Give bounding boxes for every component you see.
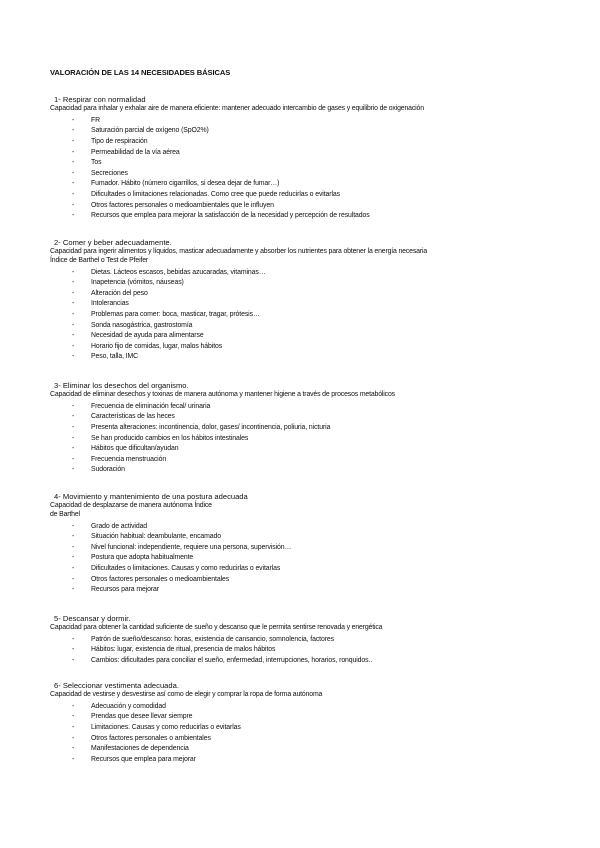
bullet-dash: - xyxy=(72,656,75,664)
bullet-dash: - xyxy=(72,289,75,297)
list-item-text: Alteración del peso xyxy=(91,289,148,297)
list-item xyxy=(50,635,590,646)
list-item-text: Patrón de sueño/descanso: horas, existencia de cansancio, somnolencia, factores xyxy=(91,635,334,643)
list-item xyxy=(50,712,590,723)
list-item-text: Tos xyxy=(91,159,102,167)
list-item-text: Adecuación y comodidad xyxy=(91,702,166,710)
list-item-text: Manifestaciones de dependencia xyxy=(91,745,189,753)
item-list xyxy=(50,268,590,363)
list-item xyxy=(50,278,590,289)
list-item xyxy=(50,702,590,713)
bullet-dash: - xyxy=(72,310,75,318)
list-item xyxy=(50,402,590,413)
list-item-text: Recursos para mejorar xyxy=(91,586,159,594)
list-item-text: Permeabilidad de la vía aérea xyxy=(91,148,180,156)
bullet-dash: - xyxy=(72,353,75,361)
list-item xyxy=(50,465,590,476)
section-description: Capacidad de eliminar desechos y toxinas de manera autónoma y mantener higiene a través de procesos metabólicos xyxy=(50,391,395,398)
bullet-dash: - xyxy=(72,723,75,731)
list-item-text: Problemas para comer: boca, masticar, tragar, prótesis… xyxy=(91,310,260,318)
list-item-text: Situación habitual: deambulante, encamado xyxy=(91,533,221,541)
section-description: Capacidad de vestirse y desvestirse así como de elegir y comprar la ropa de forma autónoma xyxy=(50,691,323,698)
section-description: Índice de Barthel o Test de Pfeifer xyxy=(50,256,149,264)
bullet-dash: - xyxy=(72,702,75,710)
list-item xyxy=(50,755,590,766)
bullet-dash: - xyxy=(72,169,75,177)
list-item-text: Postura que adopta habitualmente xyxy=(91,554,194,562)
item-list xyxy=(50,702,590,766)
list-item-text: Saturación parcial de oxígeno (SpO2%) xyxy=(91,127,209,135)
section-3 xyxy=(50,381,590,476)
list-item-text: Recursos que emplea para mejorar xyxy=(91,755,196,763)
section-description: de Barthel xyxy=(50,510,80,518)
list-item xyxy=(50,575,590,586)
bullet-dash: - xyxy=(72,423,75,431)
list-item-text: Limitaciones. Causas y como reducirlas o evitarlas xyxy=(91,723,241,731)
list-item xyxy=(50,331,590,342)
list-item-text: Dificultades o limitaciones. Causas y como reducirlas o evitarlas xyxy=(91,564,281,572)
bullet-dash: - xyxy=(72,268,75,276)
list-item-text: Otros factores personales o medioambientales que le influyen xyxy=(91,201,274,209)
bullet-dash: - xyxy=(72,734,75,742)
list-item xyxy=(50,352,590,363)
bullet-dash: - xyxy=(72,713,75,721)
list-item-text: Prendas que desee llevar siempre xyxy=(91,713,193,721)
list-item xyxy=(50,148,590,159)
list-item xyxy=(50,190,590,201)
list-item-text: Peso, talla, IMC xyxy=(91,353,139,361)
bullet-dash: - xyxy=(72,137,75,145)
bullet-dash: - xyxy=(72,342,75,350)
list-item-text: Intolerancias xyxy=(91,300,129,308)
bullet-dash: - xyxy=(72,635,75,643)
bullet-dash: - xyxy=(72,148,75,156)
list-item-text: Frecuencia de eliminación fecal/ urinaria xyxy=(91,402,211,410)
list-item xyxy=(50,169,590,180)
list-item-text: Secreciones xyxy=(91,169,128,177)
bullet-dash: - xyxy=(72,445,75,453)
list-item xyxy=(50,116,590,127)
list-item-text: Dietas. Lácteos escasos, bebidas azucaradas, vitaminas… xyxy=(91,268,266,276)
list-item-text: Fumador. Hábito (número cigarrillos, si desea dejar de fumar…) xyxy=(91,180,280,188)
list-item xyxy=(50,522,590,533)
list-item-text: Horario fijo de comidas, lugar, malos hábitos xyxy=(91,342,223,350)
list-item-text: Sonda nasogástrica, gastrostomía xyxy=(91,321,193,329)
list-item-text: Hábitos: lugar, existencia de ritual, presencia de malos hábitos xyxy=(91,646,276,654)
bullet-dash: - xyxy=(72,434,75,442)
section-heading: 4- Movimiento y mantenimiento de una postura adecuada xyxy=(54,492,248,501)
list-item-text: Se han producido cambios en los hábitos intestinales xyxy=(91,434,249,442)
list-item-text: Presenta alteraciones: incontinencia, dolor, gases/ incontinencia, poliuria, nicturia xyxy=(91,423,331,431)
list-item xyxy=(50,310,590,321)
bullet-dash: - xyxy=(72,300,75,308)
list-item xyxy=(50,564,590,575)
section-description: Capacidad para obtener la cantidad suficiente de sueño y descanso que le permita sentirse renovada y energética xyxy=(50,624,383,631)
list-item xyxy=(50,532,590,543)
bullet-dash: - xyxy=(72,201,75,209)
list-item-text: Nivel funcional: independiente, requiere una persona, supervisión… xyxy=(91,543,292,551)
list-item xyxy=(50,744,590,755)
list-item xyxy=(50,645,590,656)
section-2 xyxy=(50,238,590,363)
item-list xyxy=(50,116,590,222)
bullet-dash: - xyxy=(72,533,75,541)
list-item xyxy=(50,158,590,169)
list-item xyxy=(50,585,590,596)
bullet-dash: - xyxy=(72,127,75,135)
section-description: Capacidad para ingerir alimentos y líquidos, masticar adecuadamente y absorber los nutrientes para obtener la energía necesaria xyxy=(50,248,428,255)
list-item xyxy=(50,179,590,190)
bullet-dash: - xyxy=(72,646,75,654)
item-list xyxy=(50,522,590,596)
list-item xyxy=(50,656,590,667)
item-list xyxy=(50,635,590,667)
section-description: Capacidad de desplazarse de manera autónoma Índice xyxy=(50,502,212,509)
bullet-dash: - xyxy=(72,332,75,340)
list-item xyxy=(50,137,590,148)
section-heading: 3- Eliminar los desechos del organismo. xyxy=(54,381,189,390)
list-item xyxy=(50,455,590,466)
list-item-text: Dificultades o limitaciones relacionadas. Como cree que puede reducirlas o evitarlas xyxy=(91,190,340,198)
list-item-text: Necesidad de ayuda para alimentarse xyxy=(91,332,204,340)
document-title: VALORACIÓN DE LAS 14 NECESIDADES BÁSICAS xyxy=(50,68,231,77)
bullet-dash: - xyxy=(72,159,75,167)
list-item-text: Tipo de respiración xyxy=(91,137,148,145)
bullet-dash: - xyxy=(72,413,75,421)
item-list xyxy=(50,402,590,476)
list-item xyxy=(50,543,590,554)
bullet-dash: - xyxy=(72,402,75,410)
list-item xyxy=(50,423,590,434)
bullet-dash: - xyxy=(72,586,75,594)
section-heading: 6- Seleccionar vestimenta adecuada. xyxy=(54,681,179,690)
list-item xyxy=(50,321,590,332)
list-item xyxy=(50,211,590,222)
bullet-dash: - xyxy=(72,554,75,562)
list-item-text: Otros factores personales o medioambientales xyxy=(91,575,230,583)
list-item-text: Hábitos que dificultan/ayudan xyxy=(91,445,179,453)
bullet-dash: - xyxy=(72,180,75,188)
list-item-text: FR xyxy=(91,116,100,124)
bullet-dash: - xyxy=(72,564,75,572)
list-item-text: Inapetencia (vómitos, náuseas) xyxy=(91,279,184,287)
section-1 xyxy=(50,95,590,222)
bullet-dash: - xyxy=(72,575,75,583)
list-item xyxy=(50,553,590,564)
list-item xyxy=(50,268,590,279)
bullet-dash: - xyxy=(72,279,75,287)
bullet-dash: - xyxy=(72,116,75,124)
list-item-text: Otros factores personales o ambientales xyxy=(91,734,211,742)
section-6 xyxy=(50,681,590,765)
list-item xyxy=(50,412,590,423)
list-item-text: Recursos que emplea para mejorar la satisfacción de la necesidad y percepción de resultados xyxy=(91,212,370,220)
list-item-text: Sudoración xyxy=(91,466,125,474)
bullet-dash: - xyxy=(72,321,75,329)
list-item xyxy=(50,289,590,300)
list-item xyxy=(50,723,590,734)
list-item xyxy=(50,434,590,445)
bullet-dash: - xyxy=(72,755,75,763)
bullet-dash: - xyxy=(72,212,75,220)
list-item-text: Grado de actividad xyxy=(91,522,148,530)
list-item-text: Características de las heces xyxy=(91,413,175,421)
list-item-text: Cambios: dificultades para conciliar el sueño, enfermedad, interrupciones, horarios, ronquidos.. xyxy=(91,656,373,664)
list-item xyxy=(50,342,590,353)
list-item xyxy=(50,299,590,310)
section-heading: 1- Respirar con normalidad xyxy=(54,95,146,104)
bullet-dash: - xyxy=(72,543,75,551)
bullet-dash: - xyxy=(72,466,75,474)
bullet-dash: - xyxy=(72,190,75,198)
list-item xyxy=(50,126,590,137)
bullet-dash: - xyxy=(72,745,75,753)
list-item xyxy=(50,201,590,212)
section-4 xyxy=(50,492,590,596)
section-5 xyxy=(50,614,590,667)
section-heading: 5- Descansar y dormir. xyxy=(54,614,131,623)
list-item xyxy=(50,444,590,455)
section-description: Capacidad para inhalar y exhalar aire de manera eficiente: mantener adecuado intercambio de gases y equilibrio de oxigenación xyxy=(50,105,424,112)
section-heading: 2- Comer y beber adecuadamente. xyxy=(54,238,172,247)
bullet-dash: - xyxy=(72,522,75,530)
bullet-dash: - xyxy=(72,455,75,463)
list-item xyxy=(50,734,590,745)
list-item-text: Frecuencia menstruación xyxy=(91,455,167,463)
